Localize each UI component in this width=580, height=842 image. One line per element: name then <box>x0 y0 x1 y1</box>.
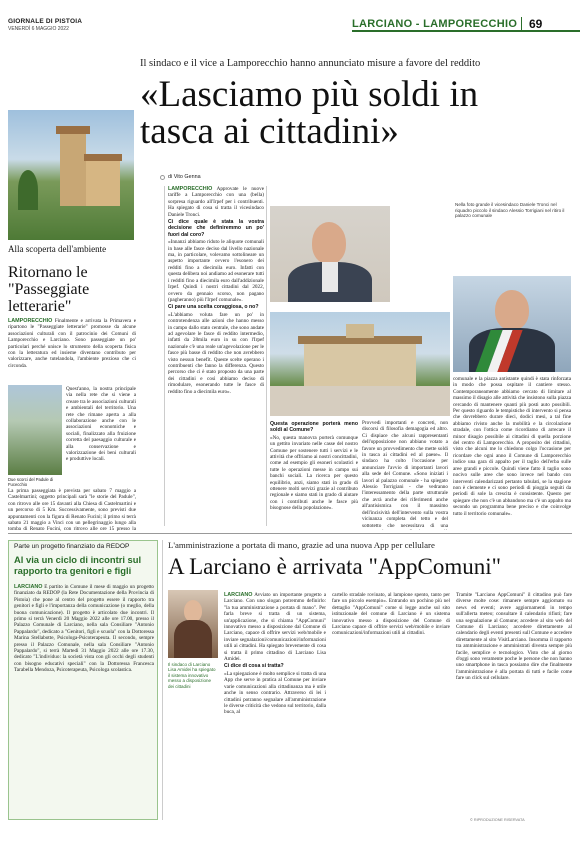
main-paragraph-7: «Sono iniziati i lavori al palazzo comunale - ha spiegato Alessio Torrigiani - che vedranno l'interessamento della parte strutturale che avrà anche dei riferimenti anche all'antisismica con il massimo dell'incisività dell'intervento sulla vostra vicinanza completa del tetto e del sottotetto che necessitava di una <box>362 471 448 529</box>
left-article-kicker: Alla scoperta dell'ambiente <box>8 244 107 254</box>
redop-paragraph: È partito in Comune il mese di maggio un progetto finanziato da REDOP (la Rete Documentazione della Provincia di Pistoia) che pone al centro del progetto essere il rapporto tra genitori e figli e l'importanza della comunicazione (o meglio, della buona comunicazione). Il progetto è articolato due incontri. Il primo si terrà Venerdì 20 Maggio 2022 alle ore 17.00, presso il Palazzo Comunale di Larciano, nella sala Consiliare "Antonio Pappalardo", dedicato a "Genitori, figli e scuola" con la Dottoressa Marina Stellabotte, Psicologa-Psicoterapeuta. Il secondo, sempre presso il Palazzo Comunale, nella sala Consiliare "Antonio Pappalardo", si terrà Martedì 31 Maggio 2022 alle ore 17.30, dedicato "L'individuo: la società vista con gli occhi degli studenti con bisogno educativi speciali" con la Dottoressa Francesca Tarabella Mendoza, Psicoterapeuta, Psicologa scolastica. <box>14 584 154 674</box>
left-article-paragraph-1: Finalmente e arrivata la Primavera e ripartono le "Passeggiate letterarie" promosse da alcune associazioni culturali con il patrocinio dei Comuni di Lamporecchio e Larciano. Sono passeggiate un po' particolari perché unisce lo strumento della scoperta fisica con la letteratura ed insieme diventano contributo per valorizzare, anche tutelandola, l'ambiente prezioso che ci circonda. <box>8 318 137 369</box>
copyright-note: © RIPRODUZIONE RISERVATA <box>470 818 525 822</box>
main-paragraph-2: «Innanzi abbiamo riduto le aliquote comunali in base alle fasce deciso dal livello nazionale ma, in particolare, volevamo sottolineare un aspetto importante ovvero l'esonero dei redditi fino a diecimila euro. Infatti con questa delibera noi andiamo ad esonerare tutti i redditi fino a diecimila euro dall'addizionale Irpef. Quindi i nostri cittadini dal 2022, ovvero da gennaio scorso, non pagano (pagheranno) più l'Irpef comunale». <box>168 239 264 303</box>
main-paragraph-8: comunale e la piazza antistante quindi è stata rinforzata in modo che possa ospitare il cantiere stesso. Contemporaneamente abbiamo cercato di limitare al massimo il disagio alle attività che insistono sulla piazza cercando di mantenere quanti più posti auto possibili. Per questo riguardo le tempistiche di intervento si pensa che dovrebbero durare dieci, dodici mesi, a tal fine abbiamo rivisto anche la mobilità e la circolazione stradale, con l'ottica come ricordiamo di arrecare il minor disagio possibile ai cittadini di quella porzione del centro di Lamporecchio. A proposito dei cittadini, visto che alcuni me lo chiedono colgo l'occasione per ricordare che ogni anno il Comune di Lamporecchio indice una gara di appalto per il taglio dell'erba sulle aree grandi e piccole. Quindi viene fatto il taglio sono nocivo sulle aree che sono invece nel bando con interventi calendarizzati pertanto tabulati, se la stagione non è clemente e ci sono periodi di pioggia seguiti da periodi di sole la crescita è consistente. Questo per spiegare che non c'è un abbandono ma c'è un appalto ma secondo un programma bene preciso e che coinvolge tutto il territorio comunale». <box>453 376 571 517</box>
redop-title: Al via un ciclo di incontri sul rapporto tra genitori e figli <box>14 554 142 576</box>
left-article-headline: Ritornano le "Passeggiate letterarie" <box>8 264 90 315</box>
app-paragraph-3: Attraverso di lei i cittadini potranno segnalare all'amministrazione le diverse criticità che vedono sul territorio, dalla buca, al <box>224 690 326 716</box>
mayor-larciano-photo <box>168 590 218 658</box>
main-article-column-3 <box>362 420 448 530</box>
vice-mayor-portrait <box>270 206 390 302</box>
issue-date: VENERDÌ 6 MAGGIO 2022 <box>8 26 69 32</box>
main-question-1: Ci dice quale è stata la vostra decisione che definiremmo un po' fuori dal coro? <box>168 219 264 238</box>
app-article-column-2 <box>332 592 450 818</box>
left-article-dateline: LAMPORECCHIO <box>8 318 53 324</box>
redop-dateline: LARCIANO <box>14 584 43 590</box>
padule-photo <box>8 385 62 475</box>
main-article-column-1 <box>168 186 264 528</box>
tower-photo <box>8 110 134 240</box>
app-article-headline: A Larciano è arrivata "AppComuni" <box>168 554 502 579</box>
main-article-dateline: LAMPORECCHIO <box>168 186 213 192</box>
main-paragraph-4: «No, questa manovra porterà comunque un gettito invariato nelle casse del nostro Comune per sostenere tutti i servizi e le attività che offriamo ai nostri concittadini, come ad esempio gli esoneri scolastici e tutte le operazioni messe in campo sui banchi sociali. La ricerca per questo equilibrio, anzi, siamo stati in grado di ottenere molti servizi grazie al contributo regionale e siamo stati in grado di aiutare con i contributi anche le fasce più bisognose della popolazione». <box>270 434 358 512</box>
left-article-paragraph-3: La prima passeggiata è prevista per sabato 7 maggio a Castelmartini; oggetto principali sarà "le storie del Padule", con ritrovo alle ore 15 davanti alla Chiesa di Castelmartini e un percorso di 5 Km. Successivamente, sono previsti due appuntamenti con la figura di Renato Fucini; il primo si terrà sabato 21 maggio a Vinci con un pellegrinaggio lungo alla tomba di Renato Fucini, con ritrovo alle ore 15 presso la <box>8 488 136 533</box>
app-article-column-3 <box>456 592 572 816</box>
page-number: 69 <box>529 17 543 31</box>
redop-kicker: Parte un progetto finanziato da REDOP <box>14 543 130 550</box>
main-paragraph-6: Il sindaco ha colto l'occasione per annunciare l'avvio di importanti lavori alla sede del Comune. <box>362 452 448 478</box>
left-article-text-1 <box>8 318 136 369</box>
app-paragraph-1: Avviato un importante progetto a Larciano. Con uno slogan potremmo definirlo: "la tua amministrazione a portata di mano". Per farla breve si tratta di un sistema, un'applicazione, che si chiama "AppComuni" innovativo messo a disposizione dal Comune di Larciano, capace di offrire servizi web/mobile e inviare segnalazioni/comunicazioni/informazioni utili ai cittadini. Ha spiegato brevemente di cosa si tratta il primo cittadino di Larciano Lisa Amidei. <box>224 592 326 663</box>
app-article-column-1 <box>224 592 326 822</box>
app-dateline: LARCIANO <box>224 592 253 598</box>
app-paragraph-2: «La spiegazione è molto semplice si tratta di una App che serve in pratica al Comune per inviare varie comunicazioni alla cittadinanza ma è utile anche in senso contrario. <box>224 670 326 697</box>
main-article-kicker: Il sindaco e il vice a Lamporecchio hanno annunciato misure a favore del reddito <box>140 58 481 69</box>
main-paragraph-1: Approvate le nuove tariffe a Lamporecchio con una (bella) sorpresa riguardo all'Irpef per i contribuenti. Ha spiegato di cosa si tratta il vicesindaco Daniele Tronci. <box>168 186 264 218</box>
section-divider <box>8 533 572 534</box>
padule-photo-caption: Due scorci del Padule di Fucecchio <box>8 477 54 487</box>
main-question-3: Questa operazione porterà meno soldi al Comune? <box>270 421 358 434</box>
app-paragraph-6: Tramite "Larciano AppComuni" il cittadino può fare diverse molte cose: rimanere sempre aggiornato su news ed eventi; avere aggiornamenti in tempo sull'allerta meteo; consultare il calendario rifiuti; fare una segnalazione al Comune; accedere al sito web del Comune di Larciano; accedere direttamente al calendario degli eventi presenti sull Comune e accedere direttamente al sito VisitLarciano. <box>456 592 572 643</box>
app-question-1: Ci dice di cosa si tratta? <box>224 663 284 670</box>
left-article-paragraph-2: Quest'anno, la nostra principale via nella rete che si viene a creare tra le associazioni culturali e ambientali del territorio. Una rete che rimane aperta a alla collaborazione anche con le associazioni economiche e sociali, finalizzato alla fruizione corretta del paesaggio culturale e alla conservazione e valorizzazione dei beni culturali e produttive locali. <box>66 386 136 463</box>
app-photo-caption: Il sindaco di Larciano Lisa Amidei ha spiegato il sistema innovativo messo a disposizione dei cittadini <box>168 662 216 689</box>
app-paragraph-5: Entrando un pochino più nel dettaglio "AppComuni" come si legge anche sul sito istituzionale del comune di Larciano è un sistema innovativo messo a disposizione del Comune di Larciano capace di offrire servizi web/mobile e inviare comunicazioni/informazioni utili ai cittadini. <box>332 598 450 637</box>
main-paragraph-5: Provvedi importanti e concreti, non discorsi di filosofia demagogia ed altro. Ci dispiace che alcuni rappresentanti dell'opposizione non abbiano votato a favore un provvedimento che mette soldi in tasca ai cittadini ed al paese». <box>362 420 448 459</box>
town-hall-photo <box>270 312 450 416</box>
app-article-kicker: L'amministrazione a portata di mano, grazie ad una nuova App per cellulare <box>168 540 435 550</box>
main-article-headline: «Lasciamo più soldi in tasca ai cittadini» <box>140 74 479 152</box>
main-paragraph-3: «L'abbiamo voluta fare un po' in controtendenza alle azioni che hanno messo in campo dallo stato centrale, che sono andate ad agevolare le fasce di reddito intermedio, infatti da 28mila euro in su con l'Irpef nazionale c'è una reale un'agevolazione per le fasce più basse di reddito che non avrebbero visto nessun benefit. Queste scelte operano i contribuenti che fanno la differenza. Questo percorso che ci è stato proposto da una parte dei cittadini e così abbiamo deciso di rimodulare, esonerando tutte le fasce di reddito fino a diecimila euro». <box>168 311 264 395</box>
newspaper-name: GIORNALE DI PISTOIA <box>8 18 83 25</box>
byline: di Vito Genna <box>168 174 201 180</box>
main-article-column-2 <box>270 420 358 530</box>
section-title: LARCIANO - LAMPORECCHIO <box>352 18 518 30</box>
main-article-column-4 <box>453 376 571 530</box>
mayor-portrait <box>453 276 571 372</box>
redop-text <box>14 584 154 816</box>
page-separator <box>521 17 522 31</box>
main-question-2: Ci pare una scelta coraggiosa, o no? <box>168 304 259 311</box>
author-icon <box>160 175 165 180</box>
app-paragraph-7: Insomma il rapporto tra amministrazione e amministrati diventa sempre più facile, semplice e tecnologico. Visto che al giorno d'oggi sono veramente poche le persone che non hanno uno smartphone in tasca possiamo dire che finalmente l'amministrazione è alla portata di tutti e facile come fare un click sul cellulare. <box>456 636 572 682</box>
portrait-caption: Nella foto grande il vicesindaco Daniele Tronci nel riquadro piccolo il sindaco Alessio Torrigiani nel ritiro il palazzo comunale <box>455 202 565 219</box>
app-paragraph-4: cartello stradale rovinato, al lampione spento, tanto per fare un piccolo esempio». <box>332 592 450 605</box>
